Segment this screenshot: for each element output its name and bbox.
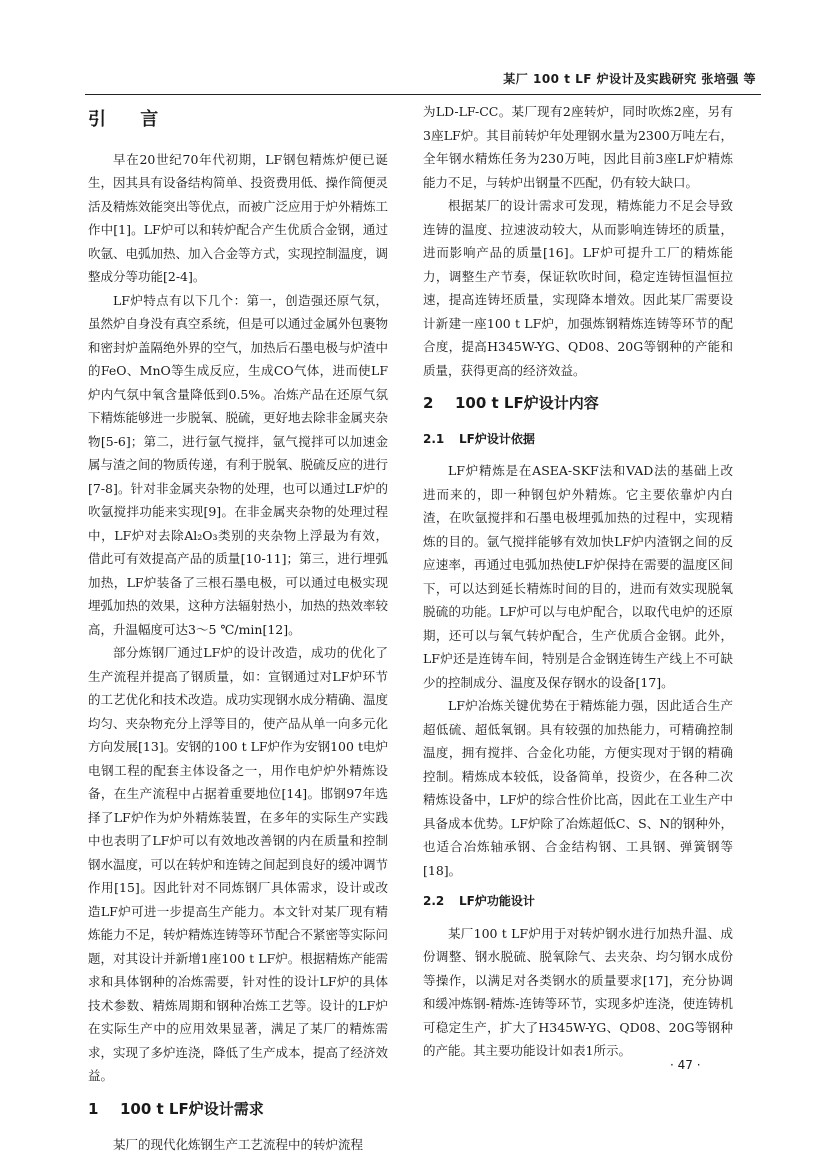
intro-paragraph-1: 早在20世纪70年代初期，LF钢包精炼炉便已诞生，因其具有设备结构简单、投资费用低、操作简便灵活及精炼效能突出等优点，而被广泛应用于炉外精炼工作中[1]。LF炉可以和转炉配合产生优质合金钢，通过吹氩、电弧加热、加入合金等方式，实现控制温度，调整成分等功能[2-4]。 <box>88 151 389 284</box>
section-1-title: 100 t LF炉设计需求 <box>120 1099 264 1118</box>
subsection-2-1-paragraph-1: LF炉精炼是在ASEA-SKF法和VAD法的基础上改进而来的，即一种钢包炉外精炼。它主要依靠炉内白渣，在吹氩搅拌和石墨电极埋弧加热的过程中，实现精炼的目的。氩气搅拌能够有效加快LF炉内渣钢之间的反应速率，再通过电弧加热使LF炉保持在需要的温度区间下，可以达到延长精炼时间的目的，进而有效实现脱氧脱硫的功能。LF炉可以与电炉配合，以取代电炉的还原期，还可以与氧气转炉配合，生产优质合金钢。此外，LF炉还是连铸车间，特别是合金钢连铸生产线上不可缺少的控制成分、温度及保存钢水的设备[17]。 <box>423 463 733 690</box>
header-rule <box>85 94 761 95</box>
page-number: · 47 · <box>670 1058 701 1072</box>
section-2-heading <box>423 392 733 416</box>
intro-heading: 引 言 <box>88 109 173 130</box>
left-column <box>88 100 388 1157</box>
subsection-2-2-number: 2.2 <box>423 894 445 908</box>
section-1-continued: 为LD-LF-CC。某厂现有2座转炉，同时吹炼2座，另有3座LF炉。其目前转炉年处理钢水量为2300万吨左右，全年钢水精炼任务为230万吨，因此目前3座LF炉精炼能力不足，与转炉出钢量不匹配，仍有较大缺口。 <box>423 104 733 190</box>
intro-paragraph-3: 部分炼钢厂通过LF炉的设计改造，成功的优化了生产流程并提高了钢质量，如：宣钢通过对LF炉环节的工艺优化和技术改造。成功实现钢水成分精确、温度均匀、夹杂物充分上浮等目的，使产品从单一向多元化方向发展[13]。安钢的100 t LF炉作为安钢100 t电炉电钢工程的配套主体设备之一，用作电炉炉外精炼设备，在生产流程中占据着重要地位[14]。邯钢97年选择了LF炉作为炉外精炼装置，在多年的实际生产实践中也表明了LF炉可以有效地改善钢的内在质量和控制钢水温度，可以在转炉和连铸之间起到良好的缓冲调节作用[15]。因此针对不同炼钢厂具体需求，设计或改造LF炉可进一步提高生产能力。本文针对某厂现有精炼能力不足，转炉精炼连铸等环节配合不紧密等实际问题，对其设计并新增1座100 t LF炉。根据精炼产能需求和具体钢种的冶炼需要，针对性的设计LF炉的具体技术参数、精炼周期和钢种冶炼工艺等。设计的LF炉在实际生产中的应用效果显著，满足了某厂的精炼需求，实现了多炉连浇，降低了生产成本，提高了经济效益。 <box>88 645 389 1083</box>
subsection-2-1-heading <box>423 428 733 452</box>
section-1-paragraph: 某厂的现代化炼钢生产工艺流程中的转炉流程 <box>113 1137 364 1152</box>
right-column <box>423 100 733 1063</box>
section-1-heading <box>88 1098 388 1122</box>
subsection-2-2-heading <box>423 890 733 914</box>
section-2-number: 2 <box>423 394 434 412</box>
subsection-2-1-title: LF炉设计依据 <box>459 431 535 446</box>
section-2-title: 100 t LF炉设计内容 <box>455 394 599 412</box>
section-1-number: 1 <box>88 1099 99 1118</box>
section-1-paragraph-2: 根据某厂的设计需求可发现，精炼能力不足会导致连铸的温度、拉速波动较大，从而影响连铸坯的质量，进而影响产品的质量[16]。LF炉可提升工厂的精炼能力，调整生产节奏，保证软吹时间，稳定连铸恒温恒拉速，提高连铸坯质量，实现降本增效。因此某厂需要设计新建一座100 t LF炉，加强炼钢精炼连铸等环节的配合度，提高H345W-YG、QD08、20G等钢种的产能和质量，获得更高的经济效益。 <box>423 198 733 378</box>
intro-paragraph-2: LF炉特点有以下几个：第一，创造强还原气氛，虽然炉自身没有真空系统，但是可以通过金属外包裹物和密封炉盖隔绝外界的空气，加热后石墨电极与炉渣中的FeO、MnO等生成反应，生成CO气体，进而使LF炉内气氛中氧含量降低到0.5%。冶炼产品在还原气氛下精炼能够进一步脱氧、脱硫，更好地去除非金属夹杂物[5-6]；第二，进行氩气搅拌，氩气搅拌可以加速金属与渣之间的物质传递，有利于脱氧、脱硫反应的进行[7-8]。针对非金属夹杂物的处理，也可以通过LF炉的吹氩搅拌功能来实现[9]。在非金属夹杂物的处理过程中，LF炉对去除Al₂O₃类别的夹杂物上浮最为有效，借此可有效提高产品的质量[10-11]；第三，进行埋弧加热，LF炉装备了三根石墨电极，可以通过电极实现埋弧加热的效果，这种方法辐射热小，加热的热效率较高，升温幅度可达3～5 ℃/min[12]。 <box>88 292 389 637</box>
subsection-2-2-title: LF炉功能设计 <box>459 894 535 908</box>
subsection-2-2-paragraph: 某厂100 t LF炉用于对转炉钢水进行加热升温、成份调整、钢水脱硫、脱氧除气、去夹杂、均匀钢水成份等操作，以满足对各类钢水的质量要求[17]，充分协调和缓冲炼钢-精炼-连铸等环节，实现多炉连浇，使连铸机可稳定生产，扩大了H345W-YG、QD08、20G等钢种的产能。其主要功能设计如表1所示。 <box>423 925 733 1058</box>
subsection-2-1-number: 2.1 <box>423 431 445 446</box>
running-head: 某厂 100 t LF 炉设计及实践研究 张培强 等 <box>503 72 756 86</box>
subsection-2-1-paragraph-2: LF炉冶炼关键优势在于精炼能力强，因此适合生产超低硫、超低氧钢。具有较强的加热能力，可精确控制温度，拥有搅拌、合金化功能，方便实现对于钢的精确控制。精炼成本较低，设备简单，投资少，在各种二次精炼设备中，LF炉的综合性价比高，因此在工业生产中具备成本优势。LF炉除了冶炼超低C、S、N的钢种外，也适合冶炼轴承钢、合金结构钢、工具钢、弹簧钢等[18]。 <box>423 698 733 878</box>
